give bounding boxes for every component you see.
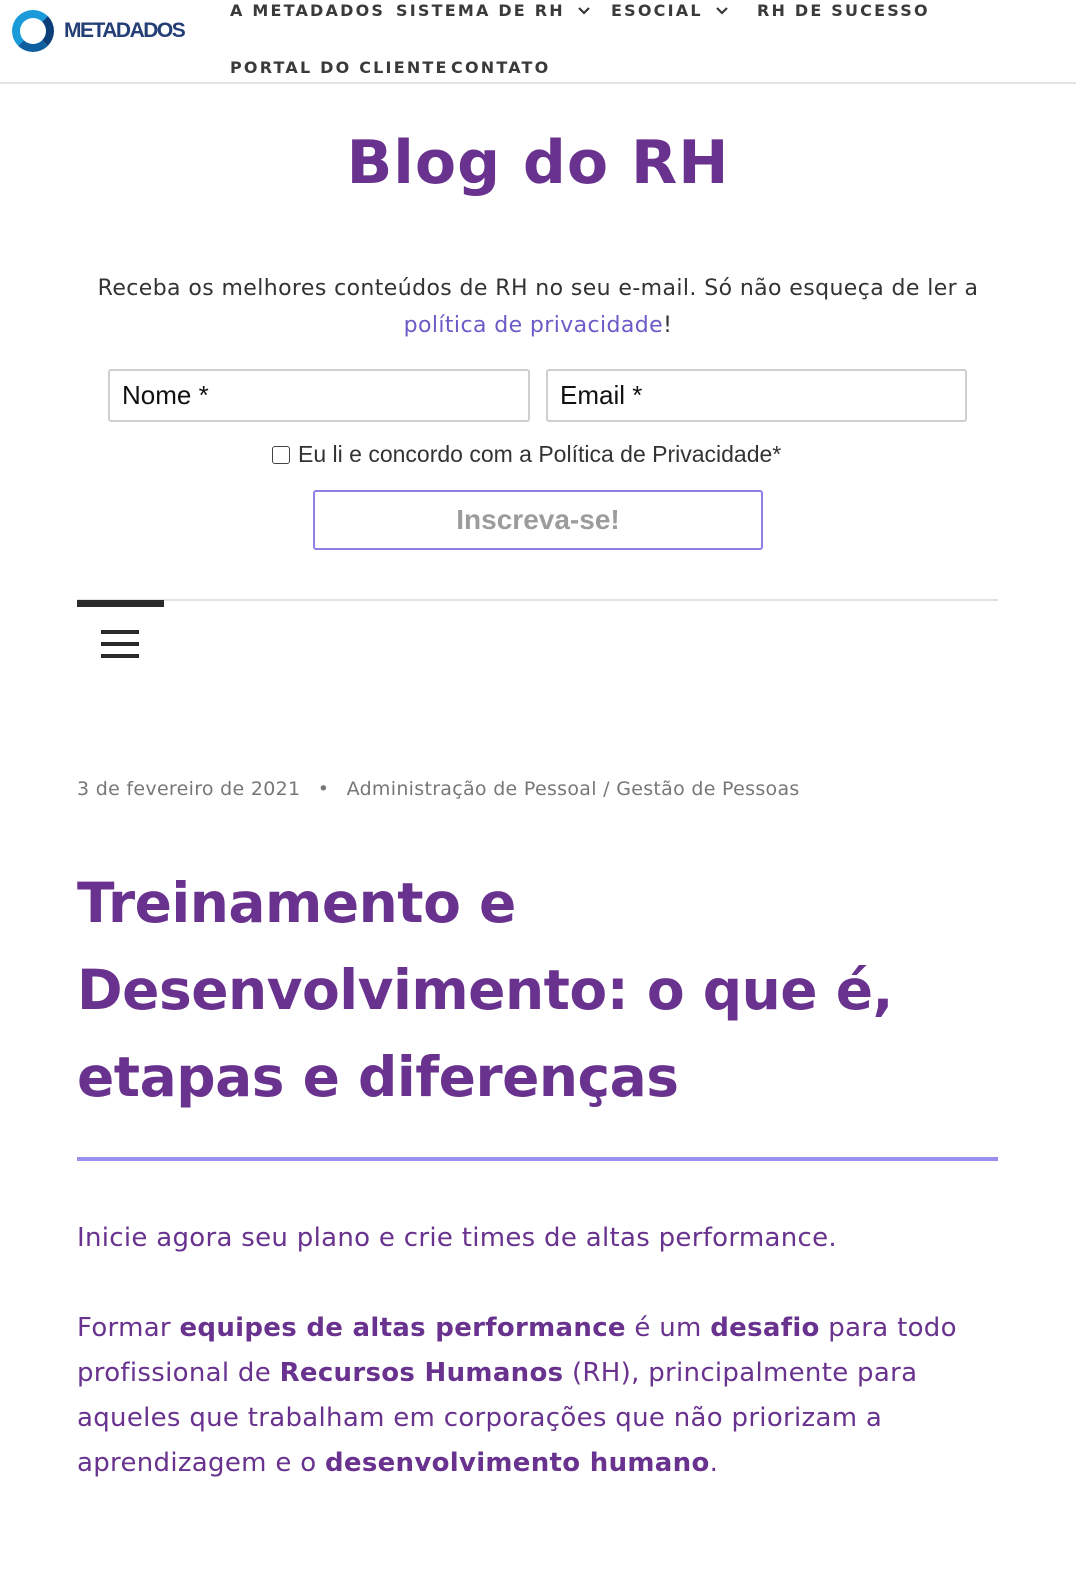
- name-field[interactable]: [108, 369, 530, 422]
- consent-row[interactable]: [272, 441, 781, 468]
- chevron-down-icon: [715, 4, 729, 18]
- intro-text: Receba os melhores conteúdos de RH no seu e-mail. Só não esqueça de ler a: [97, 276, 979, 301]
- meta-separator: •: [317, 778, 330, 800]
- newsletter-intro: [90, 270, 986, 344]
- nav-label: ESOCIAL: [611, 1, 703, 20]
- category-link-gestao[interactable]: Gestão de Pessoas: [616, 778, 800, 800]
- nav-sistema-de-rh[interactable]: [396, 1, 591, 20]
- nav-esocial[interactable]: [611, 1, 729, 20]
- subscribe-button[interactable]: Inscreva-se!: [313, 490, 763, 550]
- body-bold: equipes de altas performance: [179, 1313, 626, 1343]
- article-date: 3 de fevereiro de 2021: [77, 778, 301, 800]
- chevron-down-icon: [577, 4, 591, 18]
- nav-label: CONTATO: [451, 58, 551, 77]
- body-text: para todo profissional de: [77, 1313, 957, 1388]
- title-line: Treinamento e: [77, 871, 516, 935]
- menu-icon[interactable]: [101, 630, 139, 658]
- blog-title: Blog do RH: [346, 128, 730, 198]
- article-lead: Inicie agora seu plano e crie times de altas performance.: [77, 1223, 837, 1253]
- body-bold: desenvolvimento humano: [324, 1448, 710, 1478]
- article-meta: [77, 778, 800, 800]
- nav-label: PORTAL DO CLIENTE: [230, 58, 449, 77]
- nav-rh-de-sucesso[interactable]: [757, 1, 930, 20]
- email-field[interactable]: [546, 369, 967, 422]
- logo-ring-icon: [12, 10, 54, 52]
- nav-a-metadados[interactable]: [230, 1, 385, 20]
- consent-checkbox[interactable]: [272, 446, 290, 464]
- intro-end: !: [663, 313, 673, 338]
- nav-label: RH DE SUCESSO: [757, 1, 930, 20]
- body-bold: Recursos Humanos: [279, 1358, 564, 1388]
- body-text: (RH), principalmente para aqueles que trabalham em corporações que não priorizam a aprendizagem e o: [77, 1358, 918, 1478]
- category-link-administracao[interactable]: Administração de Pessoal: [346, 778, 597, 800]
- nav-portal-do-cliente[interactable]: [230, 58, 449, 77]
- body-text: .: [709, 1448, 719, 1478]
- privacy-policy-link[interactable]: política de privacidade: [403, 313, 664, 338]
- title-line: etapas e diferenças: [77, 1045, 679, 1109]
- nav-label: A METADADOS: [230, 1, 386, 20]
- nav-contato[interactable]: [451, 58, 550, 77]
- nav-label: SISTEMA DE RH: [396, 1, 565, 20]
- body-text: Formar: [77, 1313, 180, 1343]
- metadados-logo[interactable]: [12, 10, 184, 52]
- consent-label: Eu li e concordo com a Política de Privacidade*: [298, 441, 782, 467]
- category-separator: /: [596, 778, 617, 800]
- body-bold: desafio: [710, 1313, 820, 1343]
- article-title: [77, 860, 997, 1121]
- article-paragraph: [77, 1306, 1007, 1486]
- section-divider: [77, 599, 998, 601]
- site-header: [0, 0, 1076, 84]
- section-divider-accent: [77, 600, 164, 607]
- title-underline: [77, 1157, 998, 1161]
- title-line: Desenvolvimento: o que é,: [77, 958, 893, 1022]
- body-text: é um: [625, 1313, 711, 1343]
- logo-text: METADADOS: [64, 19, 185, 42]
